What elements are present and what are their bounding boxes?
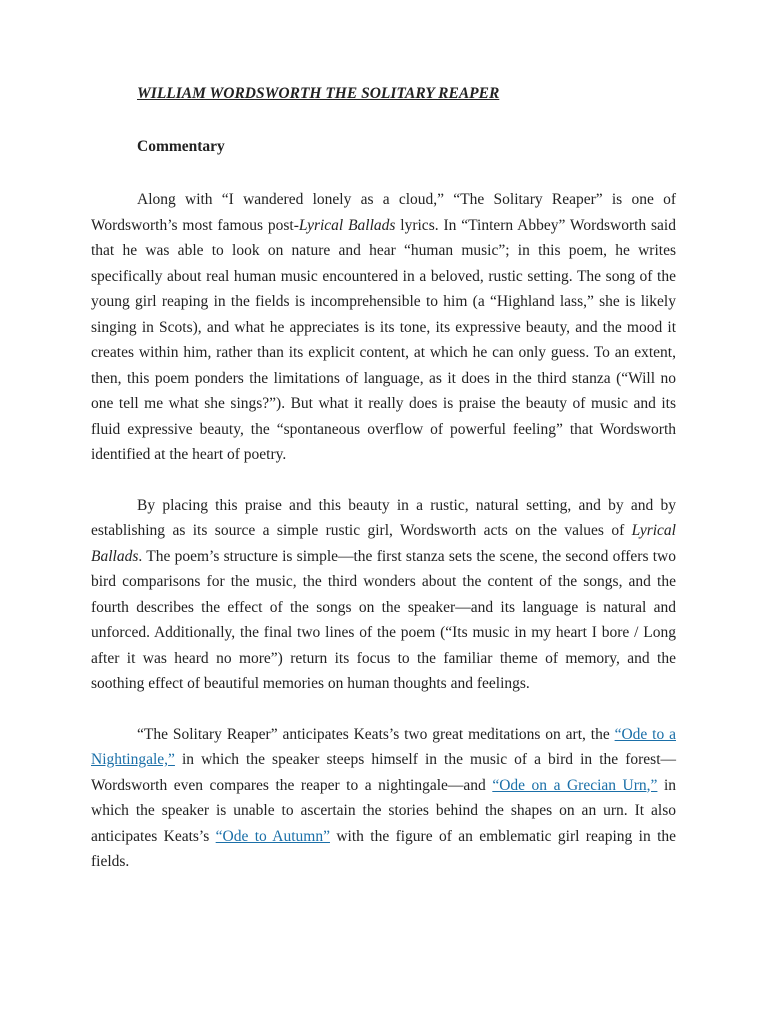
paragraph-1 [91,187,676,468]
paragraph-2-text-a: By placing this praise and this beauty in a rustic, natural setting, and by and by establishing as its source a simple rustic girl, Wordsworth acts on the values of [91,496,676,539]
section-heading: Commentary [137,138,225,155]
paragraph-1-text-b: lyrics. In “Tintern Abbey” Wordsworth said that he was able to look on nature and hear “human music”; in this poem, he writes specifically about real human music encountered in a beloved, rustic setting. The song of the young girl reaping in the fields is incomprehensible to him (a “Highland lass,” she is likely singing in Scots), and what he appreciates is its tone, its expressive beauty, and the mood it creates within him, rather than its explicit content, at which he can only guess. To an extent, then, this poem ponders the limitations of language, as it does in the third stanza (“Will no one tell me what she sings?”). But what it really does is praise the beauty of music and its fluid expressive beauty, the “spontaneous overflow of powerful feeling” that Wordsworth identified at the heart of poetry. [91,216,676,463]
paragraph-1-text-a: Along with “I wandered lonely as a cloud,” “The Solitary Reaper” is one of Wordsworth’s most famous post- [91,191,676,234]
paragraph-3-text-a: “The Solitary Reaper” anticipates Keats’s two great meditations on art, the [137,725,615,743]
paragraph-3 [91,722,676,875]
paragraph-3-text-c: in which the speaker is unable to ascertain the stories behind the shapes on an urn. It also anticipates Keats’s [91,776,677,845]
link-ode-on-a-grecian-urn[interactable]: “Ode on a Grecian Urn,” [492,776,658,794]
paragraph-3-text-b: in which the speaker steeps himself in the music of a bird in the forest—Wordsworth even compares the reaper to a nightingale—and [91,751,676,794]
paragraph-2-text-b: . The poem’s structure is simple—the first stanza sets the scene, the second offers two bird comparisons for the music, the third wonders about the content of the songs, and the fourth describes the effect of the songs on the speaker—and its language is natural and unforced. Additionally, the final two lines of the poem (“Its music in my heart I bore / Long after it was heard no more”) return its focus to the familiar theme of memory, and the soothing effect of beautiful memories on human thoughts and feelings. [91,547,676,692]
link-ode-to-a-nightingale[interactable]: “Ode to a Nightingale,” [91,725,676,768]
link-ode-to-autumn[interactable]: “Ode to Autumn” [215,827,330,845]
document-page [91,84,676,875]
paragraph-2 [91,493,676,697]
paragraph-2-italic-title: Lyrical Ballads [91,522,676,565]
paragraph-3-text-d: with the figure of an emblematic girl reaping in the fields. [91,827,677,870]
paragraph-1-italic-title: Lyrical Ballads [298,216,396,234]
document-title: WILLIAM WORDSWORTH THE SOLITARY REAPER [137,85,500,102]
